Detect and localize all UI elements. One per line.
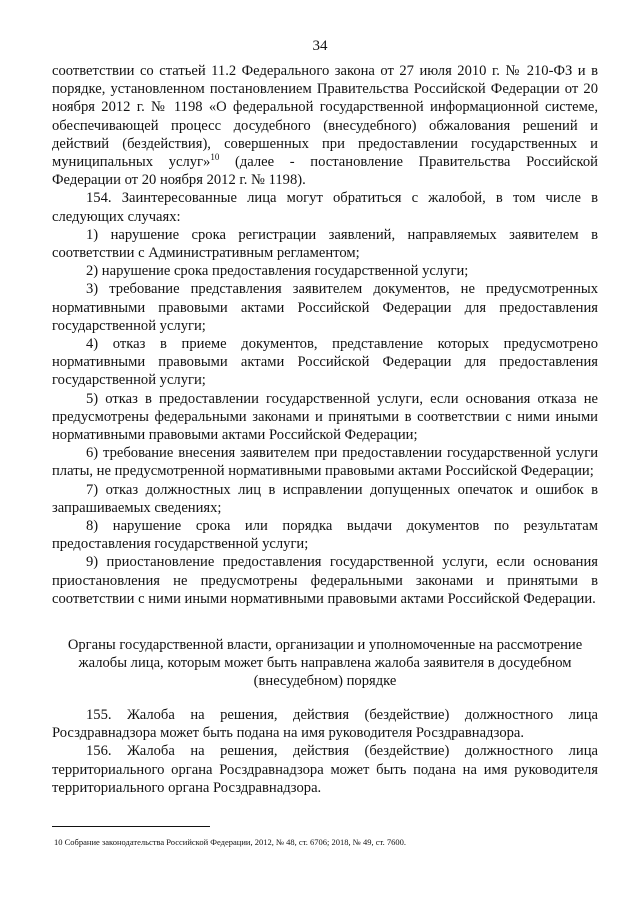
- main-text: [52, 62, 598, 608]
- case-item-3: 3) требование представления заявителем документов, не предусмотренных нормативными правовыми актами Российской Федерации для предоставления государственной услуги;: [52, 281, 598, 334]
- footnote-reference: 10: [210, 152, 220, 163]
- case-item-2: 2) нарушение срока предоставления государственной услуги;: [86, 263, 469, 280]
- case-item-8: 8) нарушение срока или порядка выдачи документов по результатам предоставления государственной услуги;: [52, 518, 598, 553]
- case-item-9: 9) приостановление предоставления государственной услуги, если основания приостановления не предусмотрены федеральными законами и принятыми в соответствии с ними иными нормативными правовыми актами Российской Федерации.: [52, 554, 598, 607]
- paragraph-155: 155. Жалоба на решения, действия (бездействие) должностного лица Росздравнадзора может быть подана на имя руководителя Росздравнадзора.: [52, 707, 598, 742]
- case-item-5: 5) отказ в предоставлении государственной услуги, если основания отказа не предусмотрены федеральными законами и принятыми в соответствии с ними иными нормативными правовыми актами Российской Федерации;: [52, 390, 598, 444]
- paragraph-154: 154. Заинтересованные лица могут обратиться с жалобой, в том числе в следующих случаях:: [52, 190, 598, 225]
- footnote: 10 Собрание законодательства Российской Федерации, 2012, № 48, ст. 6706; 2018, № 49, ст. 7600.: [54, 837, 406, 847]
- section-heading: [52, 636, 598, 691]
- case-item-7: 7) отказ должностных лиц в исправлении допущенных опечаток и ошибок в запрашиваемых сведениях;: [52, 481, 598, 516]
- page-number: 34: [312, 38, 328, 54]
- case-item-1: 1) нарушение срока регистрации заявлений, направляемых заявителем в соответствии с Административным регламентом;: [52, 226, 598, 262]
- footnote-divider: [52, 826, 210, 827]
- intro-paragraph: [52, 62, 598, 189]
- section-heading-text: Органы государственной власти, организации и уполномоченные на рассмотрение жалобы лица, которым может быть направлена жалоба заявителя в досудебном (внесудебном) порядке: [67, 637, 583, 690]
- intro-paragraph-tail: (далее - постановление Правительства Российской Федерации от 20 ноября 2012 г. № 1198).: [52, 154, 598, 189]
- case-item-4: 4) отказ в приеме документов, представление которых предусмотрено нормативными правовыми актами Российской Федерации для предоставления государственной услуги;: [52, 336, 598, 389]
- intro-paragraph-text: соответствии со статьей 11.2 Федерального закона от 27 июля 2010 г. № 210-ФЗ и в порядке, установленном постановлением Правительства Российской Федерации от 20 ноября 2012 г. № 1198 «О федеральной государственной информационной системе, обеспечивающей процесс досудебного (внесудебного) обжалования решений и действий (бездействия), совершенных при предоставлении государственных и муниципальных услуг»: [52, 63, 598, 171]
- paragraph-156: 156. Жалоба на решения, действия (бездействие) должностного лица территориального органа Росздравнадзора может быть подана на имя руководителя территориального органа Росздравнадзора.: [52, 743, 598, 796]
- complaint-recipients-text: [52, 706, 598, 797]
- case-item-6: 6) требование внесения заявителем при предоставлении государственной услуги платы, не предусмотренной нормативными правовыми актами Российской Федерации;: [52, 445, 598, 480]
